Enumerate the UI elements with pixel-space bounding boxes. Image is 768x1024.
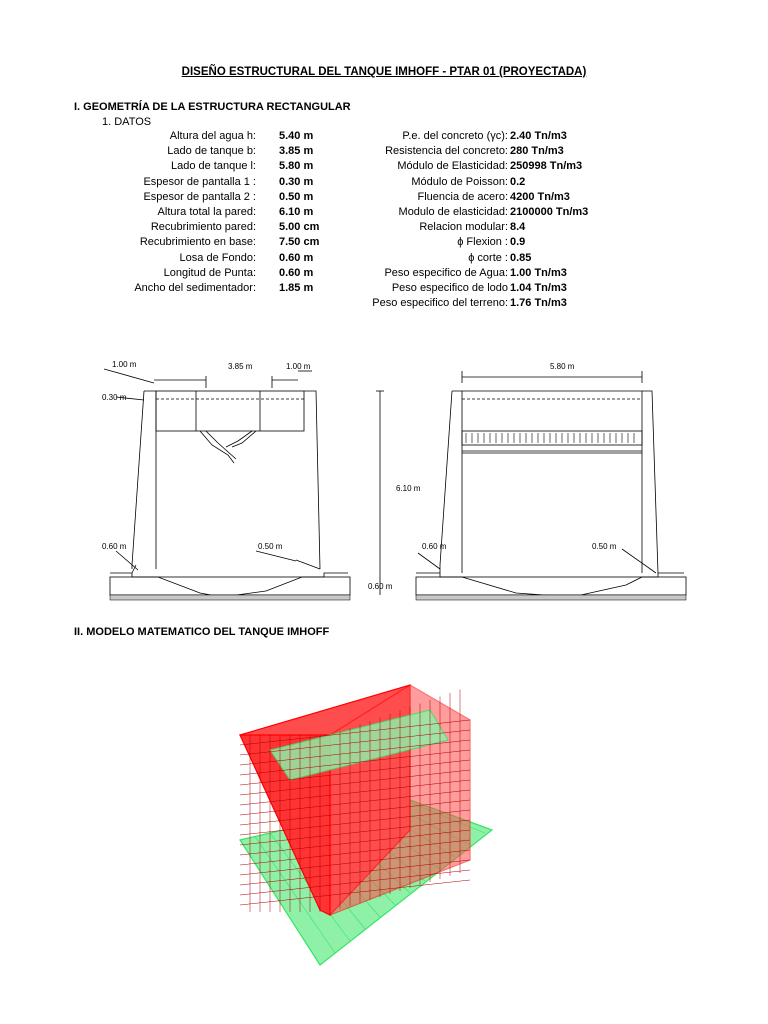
right-data-row	[0, 190, 768, 204]
right-data-value: 0.9	[510, 236, 526, 249]
right-data-value: 0.2	[510, 175, 526, 188]
section-heading-geometry: I. GEOMETRÍA DE LA ESTRUCTURA RECTANGULAR	[74, 101, 351, 113]
dim-wall2-r: 0.50 m	[592, 542, 617, 551]
right-data-label: Relacion modular:	[419, 221, 508, 234]
section-drawing-right	[366, 355, 696, 610]
right-data-row	[0, 159, 768, 173]
right-data-label: Resistencia del concreto:	[385, 145, 508, 158]
right-data-value: 8.4	[510, 221, 526, 234]
right-data-row	[0, 220, 768, 234]
right-data-row	[0, 175, 768, 189]
right-data-row	[0, 281, 768, 295]
left-data-label: Espesor de pantalla 1 :	[143, 175, 256, 188]
left-data-value: 0.30 m	[279, 175, 314, 188]
right-data-label: Peso especifico del terreno:	[372, 297, 508, 310]
right-data-label: Modulo de elasticidad:	[398, 206, 508, 218]
left-data-value: 7.50 cm	[279, 236, 320, 249]
right-data-label: Módulo de Elasticidad:	[397, 160, 508, 173]
left-data-label: Lado de tanque l:	[170, 160, 256, 173]
dim-wall2: 0.50 m	[258, 542, 283, 551]
right-data-value: 1.76 Tn/m3	[510, 297, 567, 310]
section-drawing-left	[96, 355, 356, 610]
left-data-label: Recubrimiento en base:	[139, 236, 256, 249]
dim-toe-r: 0.60 m	[422, 542, 447, 551]
left-data-label: Losa de Fondo:	[179, 251, 256, 264]
right-data-label: ϕ Flexion :	[457, 236, 508, 249]
right-data-value: 250998 Tn/m3	[510, 160, 583, 173]
section-heading-modelo: II. MODELO MATEMATICO DEL TANQUE IMHOFF	[74, 626, 330, 638]
right-data-value: 1.04 Tn/m3	[510, 282, 567, 294]
left-data-value: 0.60 m	[279, 251, 314, 264]
dim-top-left: 1.00 m	[112, 360, 137, 369]
dim-top-right: 1.00 m	[286, 362, 311, 371]
right-data-row	[0, 129, 768, 143]
dim-wall: 0.30 m	[102, 393, 127, 402]
right-data-value: 0.85	[510, 251, 532, 264]
left-data-value: 0.50 m	[279, 190, 314, 203]
right-data-value: 280 Tn/m3	[510, 145, 564, 158]
right-data-label: Módulo de Poisson:	[411, 175, 508, 188]
right-data-value: 1.00 Tn/m3	[510, 266, 567, 279]
dim-toe: 0.60 m	[102, 542, 127, 551]
right-data-row	[0, 205, 768, 219]
right-data-row	[0, 235, 768, 249]
left-data-value: 6.10 m	[279, 206, 314, 218]
right-data-row	[0, 251, 768, 265]
dim-slab-r: 0.60 m	[368, 582, 393, 591]
right-data-value: 2.40 Tn/m3	[510, 130, 567, 142]
right-data-label: Peso especifico de Agua:	[384, 266, 508, 279]
left-data-label: Altura del agua h:	[169, 130, 256, 142]
left-data-label: Lado de tanque b:	[167, 145, 256, 158]
right-data-value: 4200 Tn/m3	[510, 190, 570, 203]
left-data-value: 1.85 m	[279, 282, 314, 294]
left-data-label: Altura total la pared:	[157, 206, 256, 218]
left-data-value: 5.40 m	[279, 130, 314, 142]
right-data-value: 2100000 Tn/m3	[510, 206, 589, 218]
right-data-label: Fluencia de acero:	[417, 190, 508, 203]
left-data-label: Espesor de pantalla 2 :	[143, 190, 256, 203]
dim-height-r: 6.10 m	[396, 484, 421, 493]
right-data-row	[0, 296, 768, 310]
left-data-label: Ancho del sedimentador:	[134, 282, 256, 294]
right-data-label: Peso especifico de lodo	[391, 282, 508, 294]
subsection-heading-datos: 1. DATOS	[102, 116, 152, 128]
right-data-row	[0, 266, 768, 280]
left-data-label: Recubrimiento pared:	[150, 221, 256, 234]
right-data-label: P.e. del concreto (γc):	[402, 130, 508, 142]
dim-top-r: 5.80 m	[550, 362, 575, 371]
right-data-label: ϕ corte :	[468, 251, 508, 264]
tank-3d-model	[230, 680, 500, 980]
dim-top-mid: 3.85 m	[228, 362, 253, 371]
left-data-value: 5.80 m	[279, 160, 314, 173]
right-data-row	[0, 144, 768, 158]
left-data-value: 0.60 m	[279, 266, 314, 279]
left-data-value: 3.85 m	[279, 145, 314, 158]
left-data-value: 5.00 cm	[279, 221, 320, 234]
document-title: DISEÑO ESTRUCTURAL DEL TANQUE IMHOFF - PTAR 01 (PROYECTADA)	[181, 66, 587, 78]
left-data-label: Longitud de Punta:	[163, 266, 256, 279]
